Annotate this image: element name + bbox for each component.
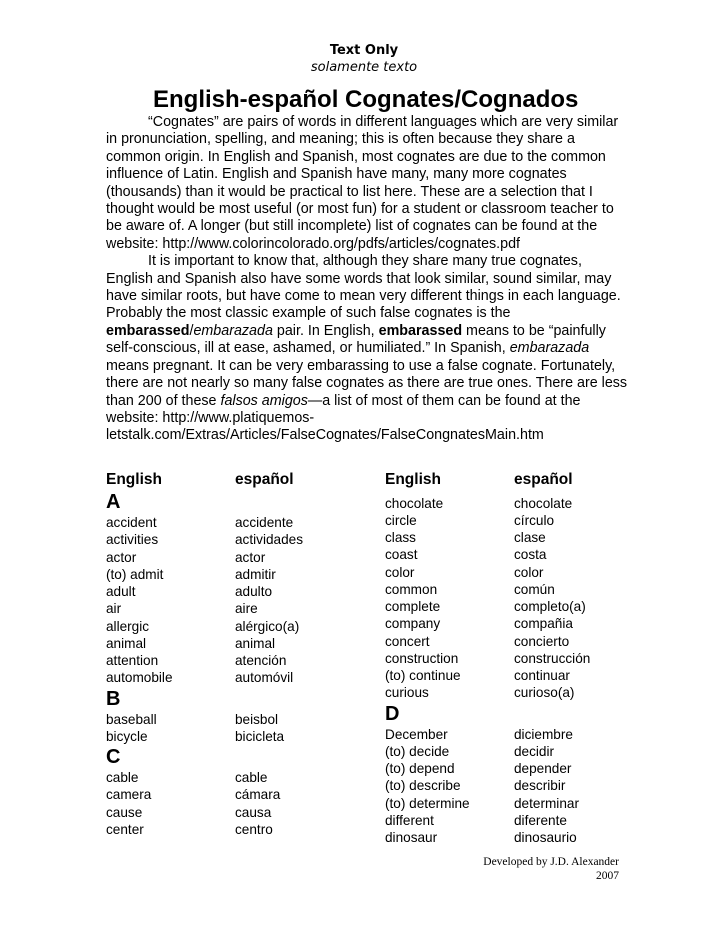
- vocab-word: beisbol: [235, 711, 279, 727]
- vocab-word: chocolate: [385, 495, 444, 511]
- vocab-word: complete: [385, 599, 441, 614]
- vocab-word: alérgico(a): [235, 618, 300, 634]
- vocab-word: construction: [385, 650, 459, 666]
- vocab-word: automobile: [106, 670, 173, 686]
- intro-text-run: —a list of most of them can be found at the website: http://www.platiquemos-letstalk.com/Extras/Articles/FalseCognates/FalseCongnatesMain.htm: [106, 392, 581, 444]
- section-letter-c: C: [106, 746, 121, 768]
- letter-spacer: [235, 490, 303, 514]
- vocab-word: air: [106, 601, 122, 617]
- vocab-word: company: [385, 616, 441, 632]
- intro-italic-run: falsos amigos: [220, 392, 308, 409]
- vocab-word: curious: [385, 685, 429, 701]
- intro-paragraph-1: “Cognates” are pairs of words in different languages which are very similar in pronunciation, spelling, and meaning; this is often because they share a common origin. In English and Spanish, most cognates are due to the common influence of Latin. English and Spanish have many, many more cognates (thousands) than it would be practical to list here. These are a selection that I thought would be most useful (or most fun) for a student or classroom teacher to be aware of. A longer (but still incomplete) list of cognates can be found at the website: http://www.colorincolorado.org/pdfs/articles/cognates.pdf: [106, 114, 619, 252]
- column-header-english: English: [385, 471, 441, 488]
- left-english-column: [106, 470, 173, 838]
- vocab-word: different: [385, 812, 434, 828]
- vocab-word: dinosaur: [385, 830, 438, 845]
- vocab-word: cause: [106, 804, 143, 820]
- vocab-word: December: [385, 726, 448, 742]
- header-subtitle: solamente texto: [310, 60, 418, 75]
- vocab-word: causa: [235, 804, 272, 820]
- vocab-word: (to) determine: [385, 795, 470, 811]
- vocab-word: clase: [514, 530, 546, 545]
- vocab-word: adulto: [235, 584, 273, 599]
- vocab-word: describir: [514, 778, 566, 794]
- footer-credit: [483, 855, 619, 883]
- vocab-word: construcción: [514, 650, 591, 666]
- page-title: English-español Cognates/Cognados: [153, 86, 579, 113]
- section-c-english-list: [106, 769, 173, 838]
- section-b-spanish-list: [235, 711, 303, 746]
- vocab-word: aire: [235, 601, 258, 617]
- left-spanish-column: [235, 470, 303, 838]
- vocab-word: concierto: [514, 633, 570, 649]
- intro-paragraph-2: [106, 253, 628, 444]
- vocab-word: class: [385, 530, 416, 545]
- column-header-spanish: español: [235, 471, 294, 488]
- section-letter-b: B: [106, 687, 121, 710]
- vocab-word: bicicleta: [235, 728, 285, 744]
- section-letter-d: D: [385, 702, 400, 725]
- column-header-spanish: español: [514, 471, 573, 488]
- vocab-word: chocolate: [514, 495, 573, 511]
- intro-text: [106, 114, 628, 445]
- footer-year: 2007: [596, 870, 619, 882]
- vocab-word: attention: [106, 653, 159, 668]
- section-d-english-list: [385, 726, 470, 847]
- section-b-english-list: [106, 711, 173, 746]
- vocab-word: (to) depend: [385, 761, 455, 776]
- vocab-word: completo(a): [514, 599, 586, 614]
- intro-text-run: means pregnant. It can be very embarassing to use a false cognate. Fortunately, there are not nearly so many false cognates as there are true ones. There are less than 200 of these: [106, 357, 628, 409]
- vocab-word: cable: [106, 770, 139, 785]
- vocab-word: diferente: [514, 812, 567, 828]
- section-a-english-list: [106, 514, 173, 687]
- letter-spacer: [235, 745, 303, 769]
- vocab-word: determinar: [514, 795, 579, 811]
- section-a-spanish-list: [235, 514, 303, 687]
- vocab-word: baseball: [106, 711, 157, 727]
- vocab-word: decidir: [514, 743, 555, 759]
- vocab-word: activities: [106, 532, 159, 548]
- vocab-word: admitir: [235, 566, 276, 582]
- vocab-word: depender: [514, 761, 572, 776]
- intro-bold-run: embarassed: [106, 322, 190, 339]
- vocab-word: camera: [106, 787, 152, 803]
- intro-text-run: It is important to know that, although they share many true cognates, English and Spanish also have some words that look similar, sound similar, may have similar roots, but have come to mean very different things in each language. Probably the most classic example of such false cognates is the: [106, 253, 621, 322]
- vocab-word: animal: [106, 635, 147, 651]
- vocab-word: actividades: [235, 532, 304, 548]
- intro-text-run: means to be “painfully self-conscious, ill at ease, ashamed, or humiliated.” In Spanish,: [106, 322, 606, 357]
- vocab-word: accident: [106, 515, 157, 530]
- vocab-word: cámara: [235, 787, 281, 803]
- intro-text-run: pair. In English,: [272, 322, 379, 339]
- vocab-word: diciembre: [514, 726, 573, 742]
- letter-spacer: [514, 702, 590, 726]
- intro-italic-run: embarazada: [193, 322, 273, 339]
- section-c-english-list-continued: [385, 495, 470, 702]
- vocab-word: costa: [514, 547, 547, 563]
- vocab-word: bicycle: [106, 728, 148, 744]
- vocab-word: allergic: [106, 618, 150, 634]
- column-header-english: English: [106, 471, 162, 488]
- intro-text-run: /: [189, 322, 194, 339]
- right-spanish-column: [514, 470, 590, 846]
- vocab-word: accidente: [235, 515, 294, 530]
- vocab-word: coast: [385, 547, 418, 563]
- vocab-word: continuar: [514, 668, 570, 683]
- vocab-word: curioso(a): [514, 685, 575, 701]
- vocab-word: center: [106, 821, 144, 837]
- vocab-word: adult: [106, 584, 136, 599]
- vocab-word: (to) describe: [385, 778, 461, 794]
- vocab-word: compañia: [514, 616, 573, 632]
- vocab-word: centro: [235, 821, 273, 837]
- letter-spacer: [235, 687, 303, 711]
- vocab-word: común: [514, 581, 555, 597]
- vocab-word: (to) admit: [106, 566, 164, 582]
- intro-bold-run: embarassed: [378, 322, 463, 339]
- header-title: Text Only: [329, 43, 399, 58]
- section-d-spanish-list: [514, 726, 590, 847]
- vocab-word: (to) decide: [385, 743, 450, 759]
- vocab-word: color: [385, 564, 415, 580]
- intro-italic-run: embarazada: [509, 340, 590, 357]
- section-c-spanish-list-continued: [514, 495, 590, 702]
- section-letter-a: A: [106, 491, 121, 513]
- vocab-word: actor: [235, 549, 266, 565]
- vocab-word: círculo: [514, 512, 555, 528]
- vocab-word: animal: [235, 635, 276, 651]
- vocab-word: color: [514, 564, 544, 580]
- vocab-word: concert: [385, 633, 430, 649]
- vocab-word: atención: [235, 653, 287, 668]
- vocab-word: cable: [235, 770, 268, 785]
- vocab-word: automóvil: [235, 670, 294, 686]
- vocab-word: actor: [106, 549, 137, 565]
- vocab-word: common: [385, 581, 438, 597]
- vocab-word: (to) continue: [385, 668, 461, 683]
- right-english-column: [385, 470, 470, 846]
- footer-author: Developed by J.D. Alexander: [483, 856, 619, 868]
- vocab-word: dinosaurio: [514, 830, 577, 845]
- vocab-word: circle: [385, 512, 417, 528]
- section-c-spanish-list: [235, 769, 303, 838]
